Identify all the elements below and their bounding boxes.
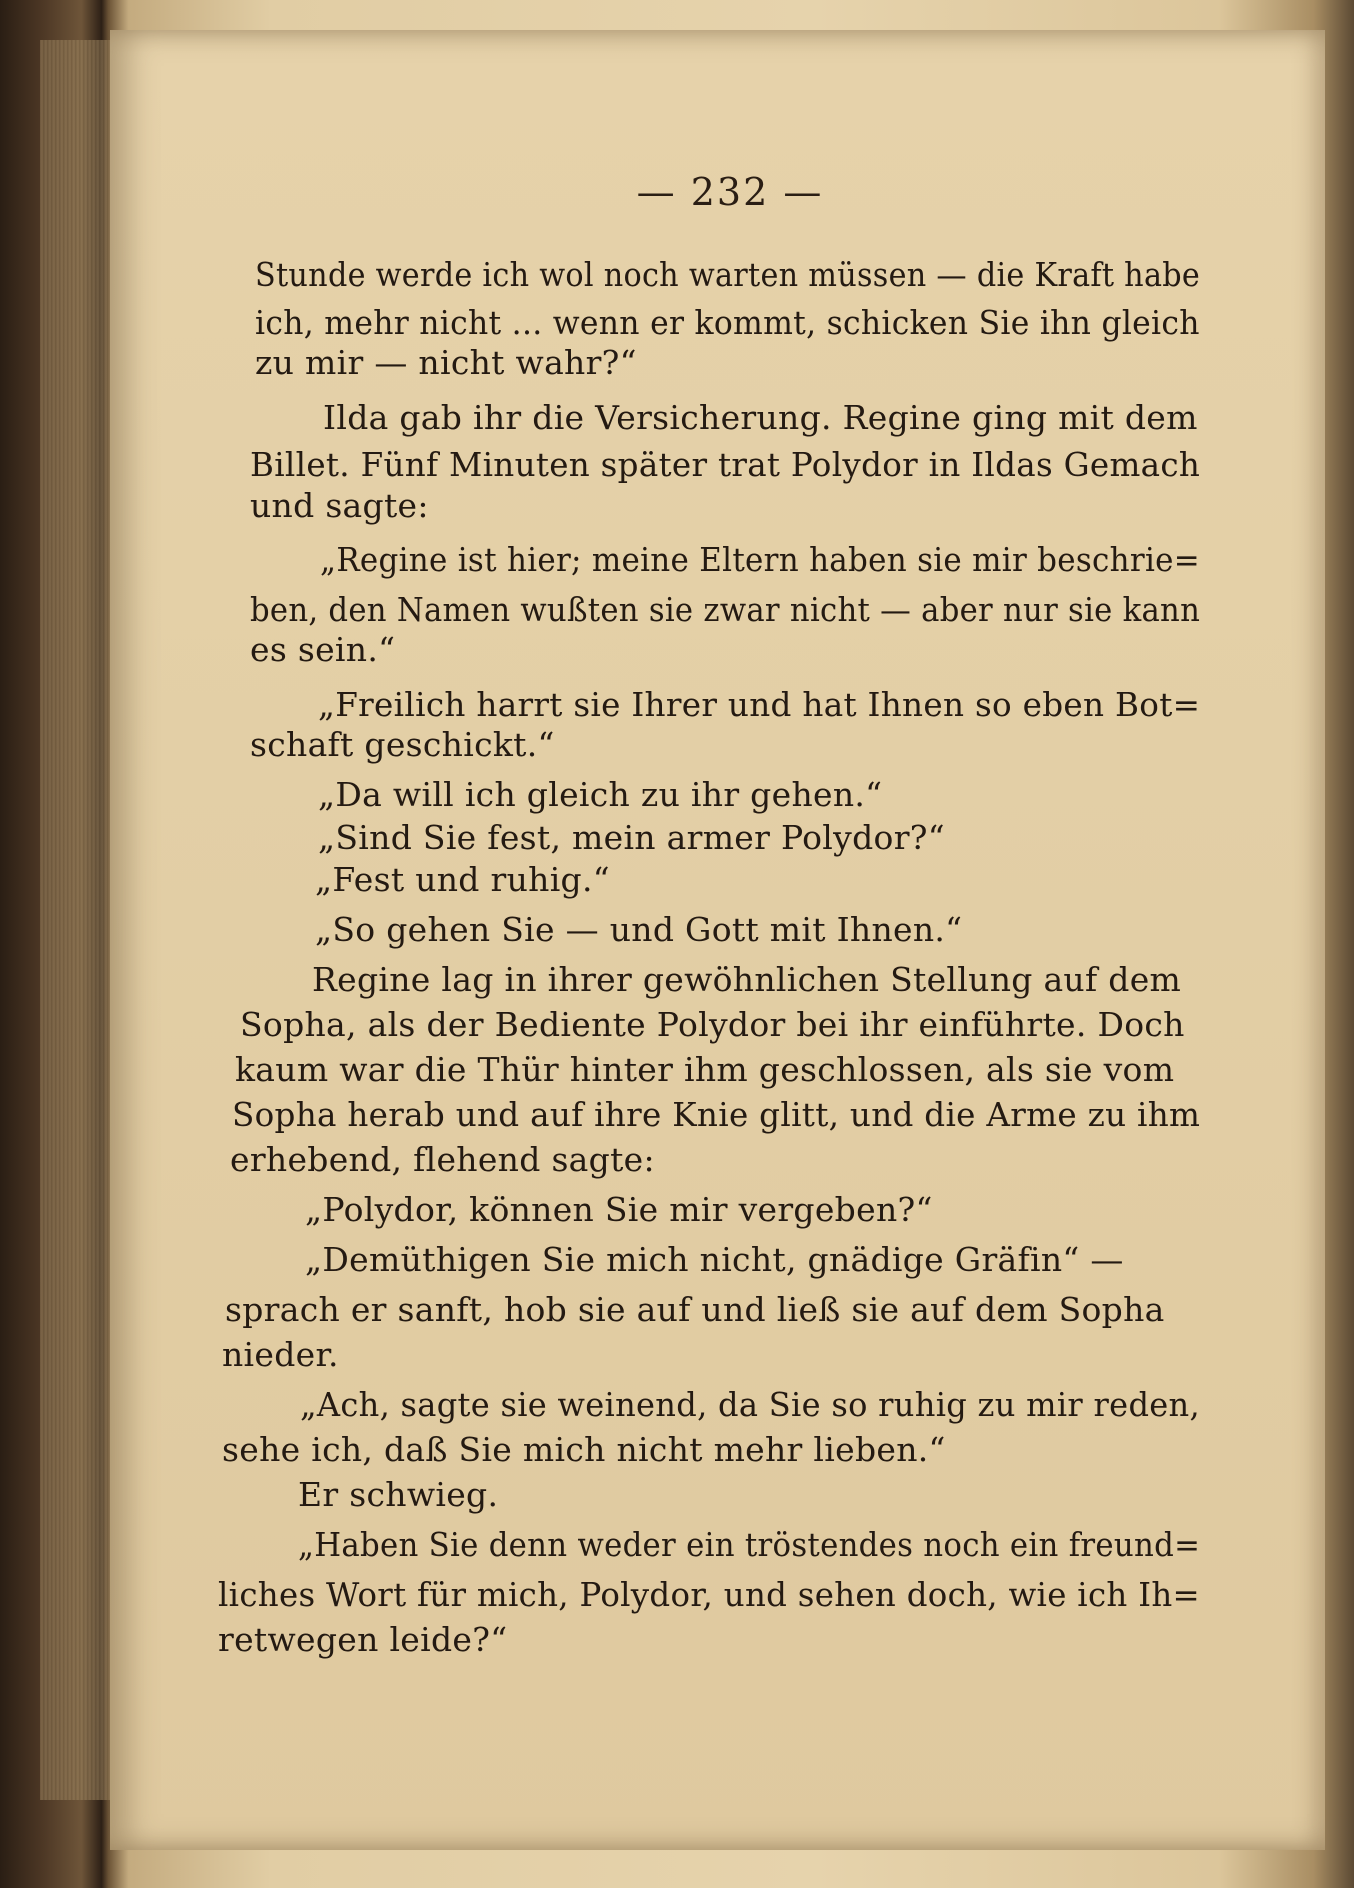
text-line: Er schwieg. — [298, 1475, 499, 1514]
page-number: — 232 — — [636, 170, 824, 214]
text-line: Stunde werde ich wol noch warten müssen — die Kraft habe — [255, 255, 1201, 294]
text-line: liches Wort für mich, Polydor, und sehen doch, wie ich Ih= — [218, 1575, 1201, 1614]
text-line: „Freilich harrt sie Ihrer und hat Ihnen so eben Bot= — [318, 685, 1201, 724]
page-edges — [40, 40, 110, 1800]
text-line: Ilda gab ihr die Versicherung. Regine ging mit dem — [323, 398, 1198, 437]
text-line: sehe ich, daß Sie mich nicht mehr lieben.“ — [222, 1430, 946, 1469]
text-line: ben, den Namen wußten sie zwar nicht — aber nur sie kann — [250, 590, 1201, 629]
text-line: „So gehen Sie — und Gott mit Ihnen.“ — [315, 910, 963, 949]
text-line: Regine lag in ihrer gewöhnlichen Stellung auf dem — [312, 960, 1182, 999]
text-line: sprach er sanft, hob sie auf und ließ sie auf dem Sopha — [225, 1290, 1165, 1329]
text-line: „Sind Sie fest, mein armer Polydor?“ — [318, 818, 945, 857]
text-line: „Fest und ruhig.“ — [315, 860, 610, 899]
text-line: „Haben Sie denn weder ein tröstendes noch ein freund= — [298, 1525, 1201, 1564]
text-line: retwegen leide?“ — [218, 1620, 508, 1659]
text-line: „Demüthigen Sie mich nicht, gnädige Gräfin“ — — [305, 1240, 1124, 1279]
text-line: Sopha herab und auf ihre Knie glitt, und die Arme zu ihm — [232, 1095, 1201, 1134]
text-line: „Regine ist hier; meine Eltern haben sie mir beschrie= — [320, 540, 1201, 579]
text-line: schaft geschickt.“ — [250, 725, 555, 764]
text-line: kaum war die Thür hinter ihm geschlossen, als sie vom — [235, 1050, 1175, 1089]
text-line: „Ach, sagte sie weinend, da Sie so ruhig zu mir reden, — [300, 1385, 1200, 1424]
text-line: es sein.“ — [250, 630, 396, 669]
text-line: „Da will ich gleich zu ihr gehen.“ — [318, 775, 883, 814]
text-line: ich, mehr nicht ... wenn er kommt, schicken Sie ihn gleich — [255, 303, 1200, 342]
text-line: nieder. — [222, 1335, 339, 1374]
text-line: erhebend, flehend sagte: — [230, 1140, 655, 1179]
text-line: „Polydor, können Sie mir vergeben?“ — [305, 1190, 933, 1229]
text-line: und sagte: — [250, 486, 429, 525]
text-line: zu mir — nicht wahr?“ — [255, 343, 637, 382]
text-line: Billet. Fünf Minuten später trat Polydor in Ildas Gemach — [250, 445, 1201, 484]
text-line: Sopha, als der Bediente Polydor bei ihr einführte. Doch — [240, 1005, 1185, 1044]
